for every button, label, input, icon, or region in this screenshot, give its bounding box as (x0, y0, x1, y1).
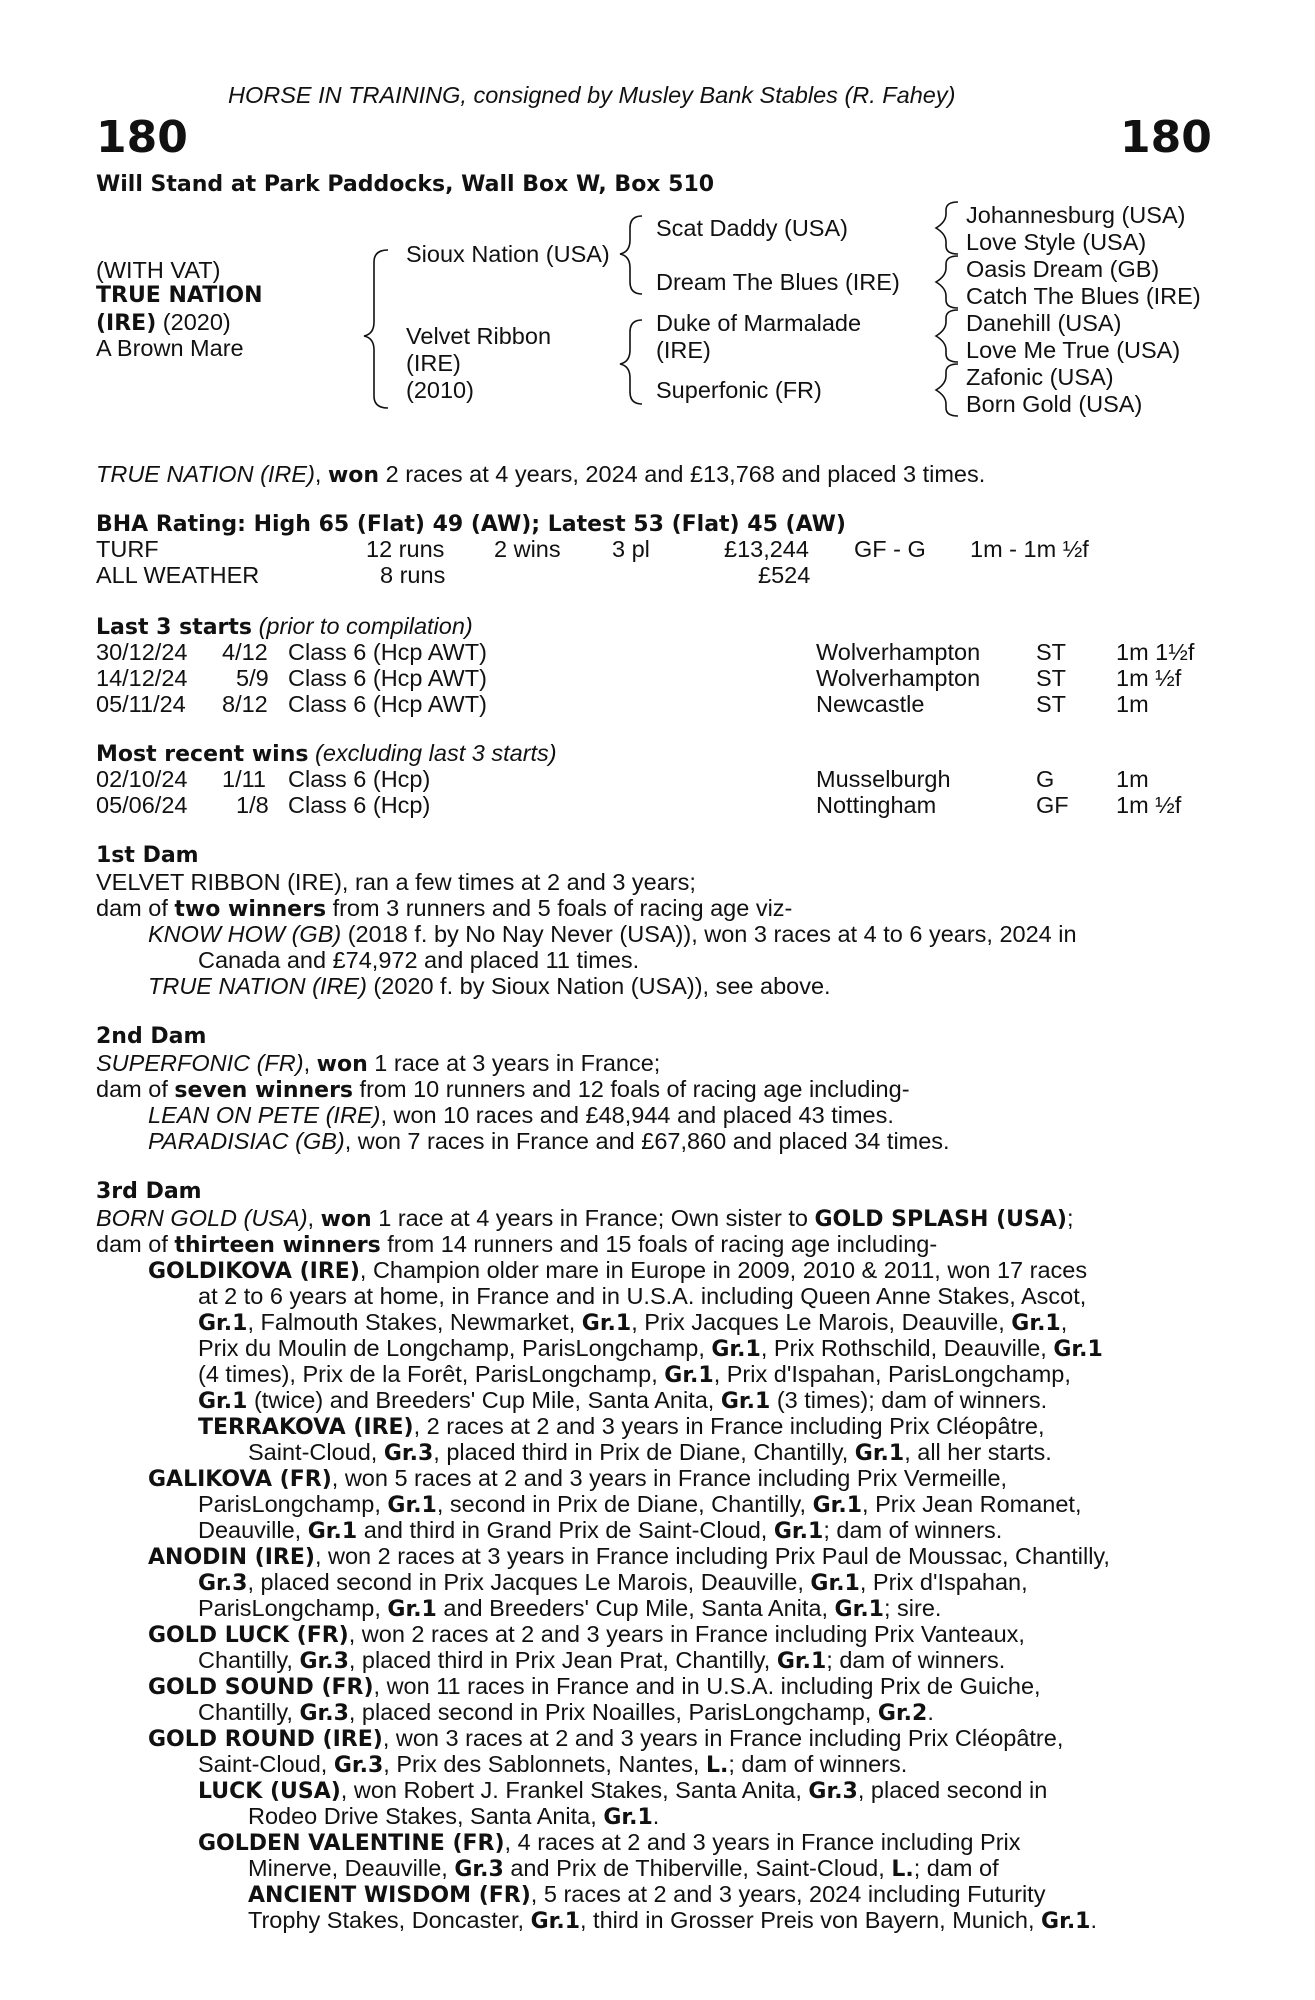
run-position: 4/12 (222, 639, 268, 665)
pedigree-ggp: Zafonic (USA) (966, 364, 1114, 390)
dam2-text: , won 7 races in France and £67,860 and placed 34 times. (344, 1128, 950, 1154)
dam2-winners: seven winners (174, 1078, 354, 1103)
progeny-line (248, 1439, 1052, 1467)
progeny-name: ANCIENT WISDOM (FR) (248, 1883, 531, 1908)
dam2-line (96, 1076, 910, 1104)
progeny-name: ANODIN (IRE) (148, 1545, 315, 1570)
progeny-text: . (652, 1803, 660, 1829)
run-date: 14/12/24 (96, 665, 188, 691)
dam3-text: from 14 runners and 15 foals of racing age including- (380, 1231, 938, 1257)
progeny-text: , placed second in (857, 1777, 1048, 1803)
dam2-text: , won 10 races and £48,944 and placed 43 times. (380, 1102, 894, 1128)
pedigree-dam-sire-origin: (IRE) (656, 337, 711, 363)
horse-origin-year (96, 309, 231, 337)
grade: Gr.1 (664, 1363, 714, 1388)
dam3-title: 3rd Dam (96, 1179, 202, 1204)
progeny-line (148, 1621, 1025, 1649)
grade: Gr.1 (810, 1571, 860, 1596)
run-class: Class 6 (Hcp AWT) (288, 691, 487, 717)
progeny-text: . (927, 1699, 934, 1725)
progeny-line (148, 1673, 1041, 1701)
progeny-name: GALIKOVA (FR) (148, 1467, 332, 1492)
grade: Gr.1 (776, 1649, 827, 1674)
race-summary: TRUE NATION (IRE), won 2 races at 4 years, 2024 and £13,768 and placed 3 times. (96, 461, 986, 488)
progeny-text: , won Robert J. Frankel Stakes, Santa Anita, (340, 1777, 809, 1803)
grade: Gr.1 (773, 1519, 824, 1544)
progeny-name: GOLD SOUND (FR) (148, 1675, 374, 1700)
dam3-text: ; (1066, 1205, 1074, 1231)
progeny-name: LUCK (USA) (198, 1779, 341, 1804)
progeny-line (148, 1725, 1063, 1753)
dam2-line (96, 1050, 660, 1078)
progeny-text: , 2 races at 2 and 3 years in France including Prix Cléopâtre, (413, 1413, 1045, 1439)
progeny-text: Rodeo Drive Stakes, Santa Anita, (248, 1803, 604, 1829)
win-position: 1/11 (222, 766, 266, 792)
run-distance: 1m 1½f (1116, 639, 1195, 665)
progeny-text: , won 5 races at 2 and 3 years in France including Prix Vermeille, (331, 1465, 1008, 1491)
dam1-winners: two winners (174, 897, 327, 922)
dam1-text: from 3 runners and 5 foals of racing age viz- (326, 895, 793, 921)
pedigree-sire-dam: Dream The Blues (IRE) (656, 269, 900, 295)
progeny-text: , second in Prix de Diane, Chantilly, (436, 1491, 813, 1517)
dam2-name: SUPERFONIC (FR) (96, 1050, 304, 1076)
progeny-line (198, 1647, 1005, 1675)
grade: Gr.1 (854, 1441, 905, 1466)
win-date: 02/10/24 (96, 766, 188, 792)
progeny-name: GOLD ROUND (IRE) (148, 1727, 383, 1752)
grade: Gr.1 (1053, 1337, 1103, 1362)
horse-name: TRUE NATION (96, 283, 263, 308)
grade: Gr.1 (198, 1311, 248, 1336)
grade: Gr.3 (383, 1441, 434, 1466)
vat-label: (WITH VAT) (96, 257, 221, 283)
pedigree-dam: Velvet Ribbon (406, 323, 552, 349)
run-position: 8/12 (222, 691, 268, 717)
run-distance: 1m (1116, 691, 1149, 717)
dam1-text: (2018 f. by No Nay Never (USA)), won 3 races at 4 to 6 years, 2024 in (341, 921, 1077, 947)
grade: Gr.1 (812, 1493, 863, 1518)
pedigree-ggp: Danehill (USA) (966, 310, 1122, 336)
progeny-text: , placed second in Prix Noailles, ParisLongchamp, (348, 1699, 878, 1725)
dam3-sister: GOLD SPLASH (USA) (814, 1207, 1067, 1232)
rating-placed: 3 pl (612, 536, 650, 562)
progeny-text: , third in Grosser Preis von Bayern, Munich, (580, 1907, 1042, 1933)
win-course: Musselburgh (816, 766, 951, 792)
last3-heading (96, 613, 473, 641)
progeny-text: (4 times), Prix de la Forêt, ParisLongchamp, (198, 1361, 665, 1387)
progeny-line (148, 1543, 1110, 1571)
rating-going: GF - G (854, 536, 926, 562)
grade: Gr.1 (711, 1337, 761, 1362)
lot-number-left: 180 (96, 112, 188, 163)
grade: Gr.1 (387, 1597, 437, 1622)
progeny-text: , Falmouth Stakes, Newmarket, (247, 1309, 582, 1335)
progeny-text: Deauville, (198, 1517, 308, 1543)
horse-description: A Brown Mare (96, 335, 244, 361)
run-date: 30/12/24 (96, 639, 188, 665)
grade: Gr.1 (387, 1493, 437, 1518)
rating-distance: 1m - 1m ½f (970, 536, 1089, 562)
progeny-text: , Prix Jacques Le Marois, Deauville, (631, 1309, 1012, 1335)
progeny-text: , 5 races at 2 and 3 years, 2024 including Futurity (530, 1881, 1046, 1907)
progeny-text: Saint-Cloud, (198, 1751, 334, 1777)
progeny-text: ParisLongchamp, (198, 1491, 388, 1517)
dam2-line (148, 1102, 894, 1128)
dam1-title: 1st Dam (96, 843, 199, 868)
summary-text: 2 races at 4 years, 2024 and £13,768 and placed 3 times. (379, 461, 986, 487)
rating-prize: £524 (758, 562, 811, 588)
grade: Gr.2 (877, 1701, 928, 1726)
progeny-text: Minerve, Deauville, (248, 1855, 455, 1881)
progeny-line (198, 1387, 1047, 1415)
dam1-line: Canada and £74,972 and placed 11 times. (198, 947, 640, 973)
progeny-name: TRUE NATION (IRE) (148, 973, 367, 999)
win-going: G (1036, 766, 1055, 792)
progeny-text: , Champion older mare in Europe in 2009, 2010 & 2011, won 17 races (359, 1257, 1088, 1283)
rating-wins: 2 wins (494, 536, 561, 562)
progeny-line (198, 1517, 1002, 1545)
progeny-line (198, 1595, 941, 1623)
progeny-text: , placed second in Prix Jacques Le Marois, Deauville, (247, 1569, 811, 1595)
progeny-text: ParisLongchamp, (198, 1595, 388, 1621)
progeny-line: at 2 to 6 years at home, in France and in U.S.A. including Queen Anne Stakes, Ascot, (198, 1283, 1087, 1309)
rating-runs: 12 runs (366, 536, 445, 562)
dam3-line (96, 1205, 1073, 1233)
pedigree-dam-origin: (IRE) (406, 350, 461, 376)
rating-label: TURF (96, 536, 159, 562)
dam2-text: 1 race at 3 years in France; (367, 1050, 661, 1076)
win-class: Class 6 (Hcp) (288, 792, 431, 818)
recent-wins-title: Most recent wins (96, 742, 309, 767)
progeny-name: GOLDEN VALENTINE (FR) (198, 1831, 505, 1856)
progeny-text: , won 3 races at 2 and 3 years in France including Prix Cléopâtre, (382, 1725, 1064, 1751)
recent-wins-heading (96, 740, 557, 768)
grade: L. (891, 1857, 914, 1882)
rating-runs: 8 runs (380, 562, 446, 588)
horse-origin: (IRE) (96, 311, 157, 336)
progeny-text: Saint-Cloud, (248, 1439, 384, 1465)
progeny-line (148, 1257, 1087, 1285)
dam2-text: , (303, 1050, 317, 1076)
dam3-text: dam of (96, 1231, 175, 1257)
pedigree-ggp: Oasis Dream (GB) (966, 256, 1160, 282)
progeny-text: ; sire. (883, 1595, 942, 1621)
progeny-text: , won 11 races in France and in U.S.A. including Prix de Guiche, (373, 1673, 1041, 1699)
progeny-line (198, 1569, 1028, 1597)
progeny-line (198, 1361, 1071, 1389)
run-position: 5/9 (236, 665, 269, 691)
bha-rating-title: BHA Rating: High 65 (Flat) 49 (AW); Latest 53 (Flat) 45 (AW) (96, 512, 846, 537)
dam3-name: BORN GOLD (USA) (96, 1205, 308, 1231)
progeny-text: , won 2 races at 3 years in France including Prix Paul de Moussac, Chantilly, (314, 1543, 1110, 1569)
summary-won: won (327, 463, 380, 488)
pedigree-dam-dam: Superfonic (FR) (656, 377, 822, 403)
win-going: GF (1036, 792, 1069, 818)
grade: Gr.3 (299, 1649, 349, 1674)
progeny-name: TERRAKOVA (IRE) (198, 1415, 414, 1440)
dam3-won: won (320, 1207, 372, 1232)
lot-number-right: 180 (1120, 112, 1212, 163)
progeny-text: (twice) and Breeders' Cup Mile, Santa Anita, (247, 1387, 721, 1413)
progeny-line (198, 1491, 1081, 1519)
run-distance: 1m ½f (1116, 665, 1182, 691)
grade: Gr.3 (198, 1571, 248, 1596)
grade: Gr.3 (808, 1779, 858, 1804)
dam1-line (148, 973, 831, 999)
dam3-text: , (307, 1205, 321, 1231)
run-class: Class 6 (Hcp AWT) (288, 639, 487, 665)
pedigree-ggp: Johannesburg (USA) (966, 202, 1186, 228)
dam2-text: dam of (96, 1076, 175, 1102)
run-course: Newcastle (816, 691, 925, 717)
win-course: Nottingham (816, 792, 937, 818)
progeny-text: ; dam of winners. (728, 1751, 908, 1777)
pedigree-sire: Sioux Nation (USA) (406, 241, 610, 267)
dam2-text: from 10 runners and 12 foals of racing age including- (353, 1076, 910, 1102)
progeny-text: , placed third in Prix de Diane, Chantilly, (433, 1439, 855, 1465)
progeny-text: . (1090, 1907, 1098, 1933)
win-date: 05/06/24 (96, 792, 188, 818)
pedigree-dam-sire: Duke of Marmalade (656, 310, 862, 336)
pedigree-ggp: Catch The Blues (IRE) (966, 283, 1201, 309)
win-distance: 1m (1116, 766, 1149, 792)
last3-title: Last 3 starts (96, 615, 253, 640)
summary-horse: TRUE NATION (IRE) (96, 461, 315, 487)
progeny-name: GOLDIKOVA (IRE) (148, 1259, 360, 1284)
pedigree-sire-sire: Scat Daddy (USA) (656, 215, 848, 241)
progeny-text: , Prix des Sablonnets, Nantes, (383, 1751, 706, 1777)
run-course: Wolverhampton (816, 665, 981, 691)
progeny-text: and Prix de Thiberville, Saint-Cloud, (503, 1855, 892, 1881)
grade: Gr.1 (530, 1909, 580, 1934)
progeny-line (198, 1829, 1021, 1857)
rating-label: ALL WEATHER (96, 562, 260, 588)
run-going: ST (1036, 665, 1067, 691)
grade: Gr.1 (198, 1389, 248, 1414)
stable-location: Will Stand at Park Paddocks, Wall Box W, Box 510 (96, 172, 715, 197)
progeny-text: (3 times); dam of winners. (770, 1387, 1048, 1413)
grade: Gr.1 (720, 1389, 771, 1414)
progeny-text: Prix du Moulin de Longchamp, ParisLongchamp, (198, 1335, 712, 1361)
grade: Gr.1 (1041, 1909, 1091, 1934)
progeny-text: Chantilly, (198, 1647, 300, 1673)
progeny-text: , all her starts. (904, 1439, 1052, 1465)
progeny-name: GOLD LUCK (FR) (148, 1623, 349, 1648)
dam3-winners: thirteen winners (174, 1233, 381, 1258)
pedigree-ggp: Love Me True (USA) (966, 337, 1181, 363)
run-going: ST (1036, 639, 1067, 665)
dam1-text: (2020 f. by Sioux Nation (USA)), see above. (366, 973, 831, 999)
progeny-text: , Prix d'Ispahan, ParisLongchamp, (713, 1361, 1071, 1387)
dam1-line: VELVET RIBBON (IRE), ran a few times at 2 and 3 years; (96, 869, 696, 895)
progeny-line (198, 1777, 1047, 1805)
grade: Gr.1 (307, 1519, 358, 1544)
progeny-text: , placed third in Prix Jean Prat, Chantilly, (348, 1647, 777, 1673)
dam3-text: 1 race at 4 years in France; Own sister to (371, 1205, 815, 1231)
progeny-line (248, 1855, 999, 1883)
progeny-line (198, 1413, 1045, 1441)
progeny-name: LEAN ON PETE (IRE) (148, 1102, 381, 1128)
win-position: 1/8 (236, 792, 269, 818)
dam2-title: 2nd Dam (96, 1024, 207, 1049)
recent-wins-note: (excluding last 3 starts) (315, 740, 557, 766)
progeny-line (198, 1309, 1067, 1337)
progeny-text: and third in Grand Prix de Saint-Cloud, (357, 1517, 774, 1543)
horse-year: (2020) (162, 309, 231, 335)
progeny-text: , Prix Jean Romanet, (862, 1491, 1082, 1517)
run-course: Wolverhampton (816, 639, 981, 665)
run-class: Class 6 (Hcp AWT) (288, 665, 487, 691)
win-distance: 1m ½f (1116, 792, 1182, 818)
progeny-text: ; dam of winners. (823, 1517, 1003, 1543)
win-class: Class 6 (Hcp) (288, 766, 431, 792)
pedigree-brace-main (0, 0, 1, 1)
last3-note: (prior to compilation) (258, 613, 473, 639)
progeny-text: ; dam of winners. (826, 1647, 1006, 1673)
dam1-line (96, 895, 792, 923)
grade: Gr.3 (333, 1753, 384, 1778)
progeny-name: PARADISIAC (GB) (148, 1128, 345, 1154)
progeny-text: Trophy Stakes, Doncaster, (248, 1907, 531, 1933)
progeny-line (248, 1907, 1097, 1935)
progeny-line (198, 1751, 907, 1779)
progeny-text: , (1060, 1309, 1068, 1335)
progeny-line (248, 1881, 1045, 1909)
progeny-line (198, 1335, 1103, 1363)
grade: Gr.1 (581, 1311, 632, 1336)
dam3-line (96, 1231, 937, 1259)
dam2-line (148, 1128, 950, 1154)
progeny-text: , 4 races at 2 and 3 years in France including Prix (504, 1829, 1021, 1855)
progeny-line (148, 1465, 1007, 1493)
progeny-line (198, 1699, 934, 1727)
progeny-text: Chantilly, (198, 1699, 300, 1725)
progeny-text: , Prix d'Ispahan, (859, 1569, 1028, 1595)
pedigree-dam-year: (2010) (406, 377, 474, 403)
progeny-text: and Breeders' Cup Mile, Santa Anita, (436, 1595, 835, 1621)
progeny-text: , Prix Rothschild, Deauville, (760, 1335, 1054, 1361)
grade: L. (705, 1753, 729, 1778)
run-date: 05/11/24 (96, 691, 186, 717)
dam1-text: dam of (96, 895, 175, 921)
consignment-line: HORSE IN TRAINING, consigned by Musley Bank Stables (R. Fahey) (228, 82, 956, 108)
dam1-line (148, 921, 1077, 947)
run-going: ST (1036, 691, 1067, 717)
progeny-text: ; dam of (913, 1855, 999, 1881)
grade: Gr.1 (1011, 1311, 1061, 1336)
grade: Gr.1 (834, 1597, 884, 1622)
grade: Gr.3 (454, 1857, 504, 1882)
progeny-text: , won 2 races at 2 and 3 years in France including Prix Vanteaux, (348, 1621, 1025, 1647)
progeny-line (248, 1803, 659, 1831)
grade: Gr.1 (603, 1805, 653, 1830)
pedigree-ggp: Born Gold (USA) (966, 391, 1143, 417)
pedigree-ggp: Love Style (USA) (966, 229, 1147, 255)
progeny-name: KNOW HOW (GB) (148, 921, 342, 947)
grade: Gr.3 (299, 1701, 349, 1726)
dam2-won: won (316, 1052, 368, 1077)
rating-prize: £13,244 (724, 536, 809, 562)
